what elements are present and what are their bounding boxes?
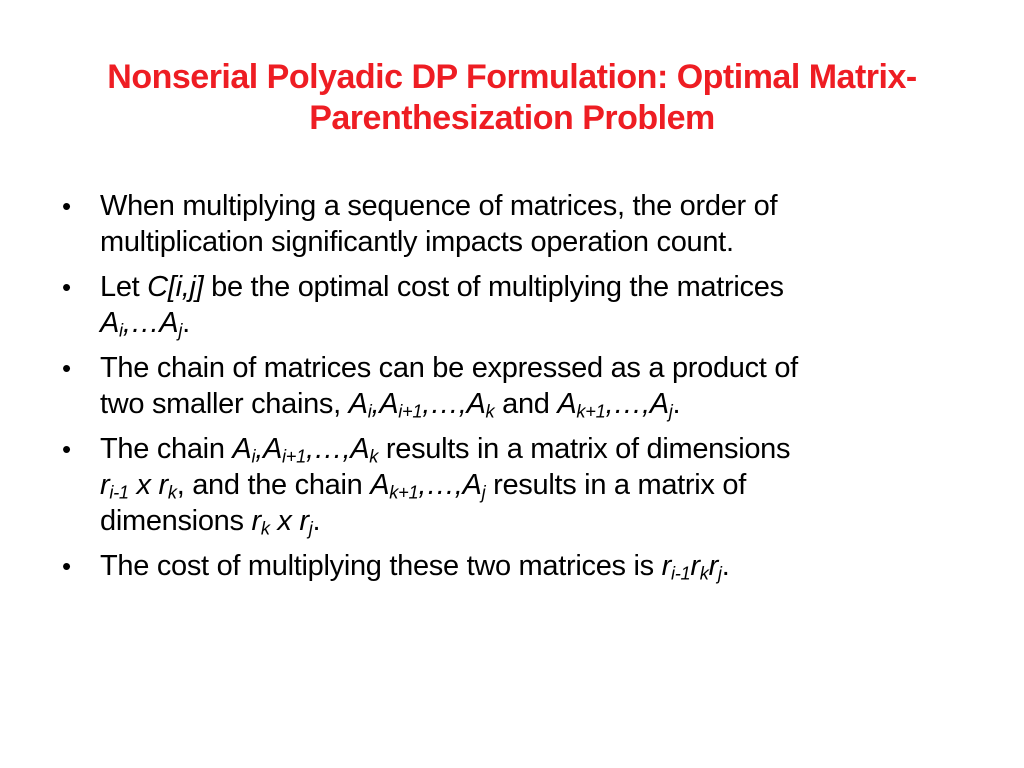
text-segment: A <box>379 388 399 420</box>
text-segment: i+1 <box>398 400 423 422</box>
text-segment: be the optimal cost of multiplying the matrices <box>203 271 784 303</box>
text-segment: k <box>699 562 709 584</box>
bullet-text <box>100 431 790 539</box>
text-segment: i+1 <box>282 445 307 467</box>
text-segment: A <box>348 388 368 420</box>
text-segment: i <box>119 319 123 341</box>
slide-title <box>0 57 1024 139</box>
text-segment: A <box>263 433 283 465</box>
bullet-text <box>100 188 777 260</box>
text-segment: A <box>370 469 390 501</box>
text-segment: i <box>251 445 256 467</box>
text-segment: k+1 <box>389 481 419 503</box>
text-segment: , <box>255 433 263 465</box>
text-segment: i-1 <box>109 481 129 503</box>
bullet-item <box>62 269 967 341</box>
text-segment: r <box>690 550 700 582</box>
text-segment: j <box>668 400 673 422</box>
bullet-marker-icon: • <box>62 191 72 221</box>
text-segment: . <box>312 505 321 537</box>
text-segment: and <box>494 388 558 420</box>
text-segment: r <box>100 469 110 501</box>
text-segment: dimensions <box>100 505 252 537</box>
text-segment: A <box>462 469 482 501</box>
text-segment: j <box>308 517 313 539</box>
text-segment: A <box>649 388 669 420</box>
text-segment: results in a matrix of <box>485 469 746 501</box>
text-segment: r <box>661 550 671 582</box>
bullet-marker-icon: • <box>62 353 72 383</box>
text-segment: k <box>369 445 379 467</box>
text-segment: two smaller chains, <box>100 388 349 420</box>
text-segment: k+1 <box>576 400 606 422</box>
bullet-item <box>62 188 967 260</box>
text-segment: . <box>182 307 190 339</box>
slide-title-line-2: Parenthesization Problem <box>309 99 715 137</box>
text-segment: A <box>466 388 486 420</box>
text-segment: k <box>167 481 177 503</box>
text-segment: A <box>100 307 120 339</box>
bullet-text <box>100 548 729 584</box>
text-segment: j <box>178 319 183 341</box>
text-segment: j <box>481 481 486 503</box>
text-segment: multiplication significantly impacts operation count. <box>100 226 734 258</box>
bullet-marker-icon: • <box>62 434 72 464</box>
text-segment: results in a matrix of dimensions <box>378 433 791 465</box>
bullet-text <box>100 269 784 341</box>
bullet-text <box>100 350 798 422</box>
bullet-list <box>62 188 967 593</box>
text-segment: i <box>367 400 372 422</box>
text-segment: ,…, <box>306 433 351 465</box>
text-segment: , and the chain <box>176 469 371 501</box>
text-segment: r <box>158 469 168 501</box>
text-segment: x <box>128 469 159 501</box>
text-segment: The cost of multiplying these two matrices is <box>100 550 662 582</box>
text-segment: Let <box>100 271 148 303</box>
text-segment: r <box>299 505 309 537</box>
slide-title-line-1: Nonserial Polyadic DP Formulation: Optimal Matrix- <box>107 58 917 96</box>
text-segment: k <box>260 517 270 539</box>
text-segment: The chain of matrices can be expressed as a product of <box>100 352 798 384</box>
text-segment: ,…A <box>122 307 179 339</box>
text-segment: ,…, <box>418 469 463 501</box>
bullet-marker-icon: • <box>62 551 72 581</box>
text-segment: r <box>251 505 261 537</box>
text-segment: , <box>371 388 380 420</box>
text-segment: A <box>350 433 370 465</box>
text-segment: A <box>232 433 252 465</box>
text-segment: x <box>269 505 300 537</box>
bullet-item <box>62 431 967 539</box>
text-segment: k <box>485 400 495 422</box>
text-segment: ,…, <box>422 388 467 420</box>
text-segment: ,…, <box>605 388 650 420</box>
text-segment: j <box>717 562 722 584</box>
text-segment: The chain <box>100 433 233 465</box>
text-segment: . <box>672 388 681 420</box>
bullet-marker-icon: • <box>62 272 72 302</box>
text-segment: r <box>708 550 718 582</box>
bullet-item <box>62 548 967 584</box>
text-segment: C[i,j] <box>147 271 204 303</box>
bullet-item <box>62 350 967 422</box>
text-segment: A <box>557 388 577 420</box>
text-segment: i-1 <box>670 562 691 584</box>
text-segment: When multiplying a sequence of matrices, the order of <box>100 190 778 222</box>
text-segment: . <box>721 550 730 582</box>
